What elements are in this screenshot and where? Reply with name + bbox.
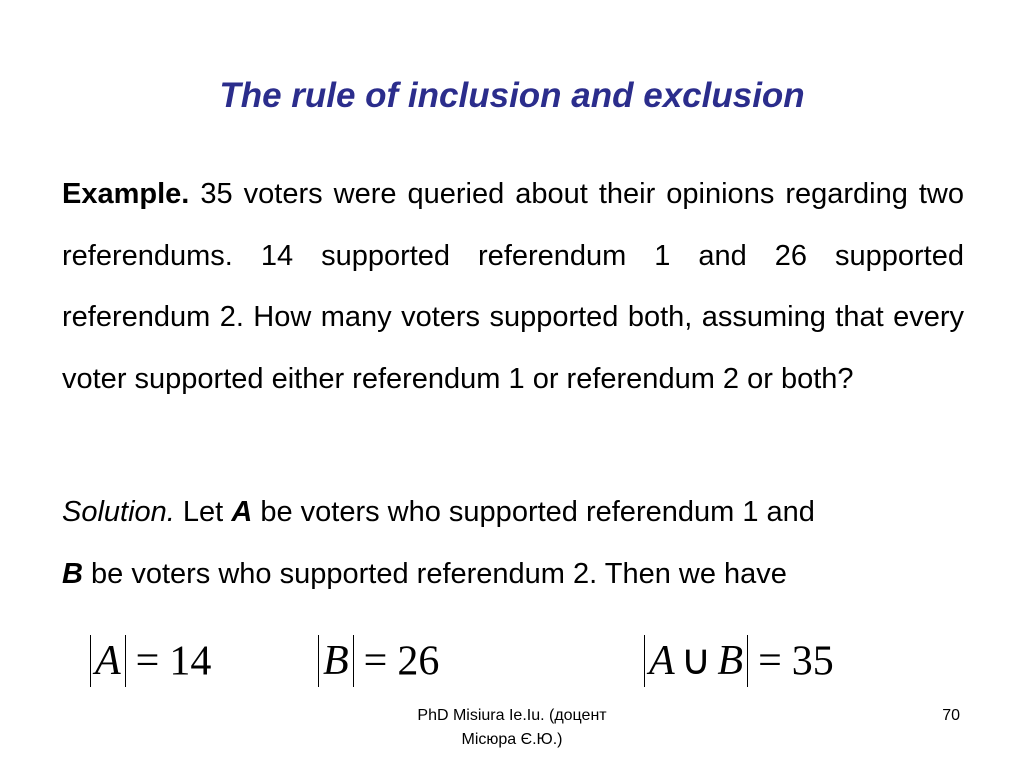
solution-paragraph [62,482,964,605]
formula-value-union: 35 [791,638,834,685]
page-number: 70 [942,707,960,724]
formula-cardinality-union [644,628,834,688]
formula-equals: = [758,638,782,685]
formula-cardinality-b [318,628,439,688]
solution-text-3: be voters who supported referendum 2. Then we have [91,557,787,590]
formula-cardinality-a [90,628,211,688]
set-a-symbol: A [231,496,253,528]
absolute-value-b [318,635,354,687]
solution-text-1: Let [182,496,224,528]
slide-title: The rule of inclusion and exclusion [219,76,805,115]
formula-equals: = [135,638,160,685]
example-text: 35 voters were queried about their opinions regarding two referendums. 14 supported referendum 1 and 26 supported referendum 2. How many voters supported both, assuming that every voter supported either referendum 1 or referendum 2 or both? [62,178,965,395]
formula-set-b: B [323,638,349,685]
formula-union-left-set: A [649,638,675,685]
formula-equals: = [363,638,388,685]
example-paragraph [62,164,964,410]
footer-author-line-2: Місюра Є.Ю.) [461,731,563,748]
footer-author [342,704,682,752]
set-b-symbol: B [62,557,83,590]
formula-value-a: 14 [169,638,212,685]
absolute-value-union [644,635,748,687]
absolute-value-a [90,635,126,687]
footer-author-line-1: PhD Misiura Ie.Iu. (доцент [417,707,607,724]
formula-union-right-set: B [717,638,744,685]
example-label: Example. [62,178,190,210]
solution-text-2: be voters who supported referendum 1 and [260,496,815,528]
union-operator: ∪ [680,638,712,685]
formula-set-a: A [95,638,121,685]
formula-value-b: 26 [397,638,440,685]
solution-label: Solution. [62,496,175,528]
